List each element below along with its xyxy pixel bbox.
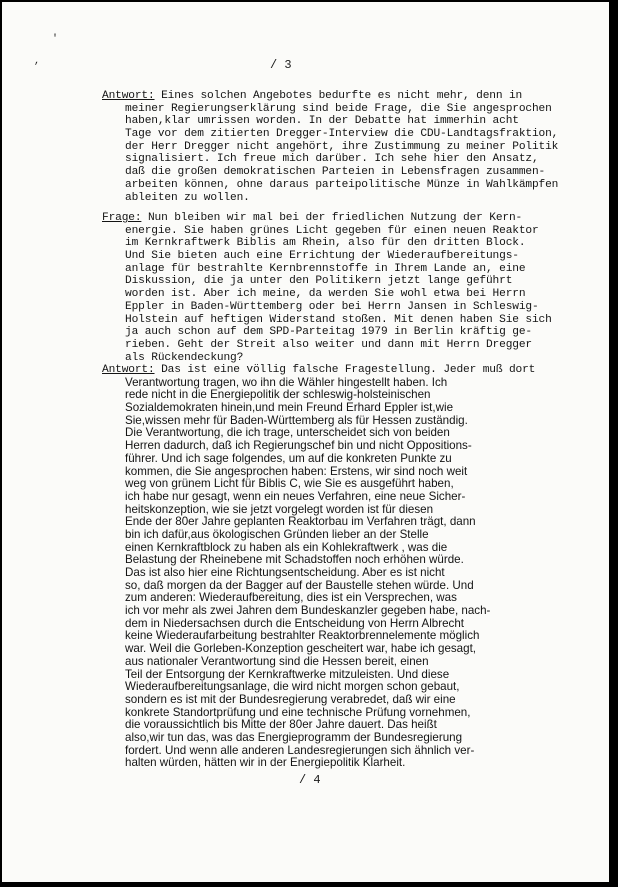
text-line: haben,klar umrissen worden. In der Debatte hat immerhin acht: [125, 115, 519, 128]
text-line: Ende der 80er Jahre geplanten Reaktorbau im Verfahren trägt, dann: [125, 515, 476, 529]
page-number-bottom: / 4: [299, 773, 321, 787]
text-line: Sie,wissen mehr für Baden-Württemberg als für Hessen zuständig.: [125, 413, 468, 427]
text-line: signalisiert. Ich freue mich darüber. Ich sehe hier den Ansatz,: [125, 153, 539, 166]
text-line: zum anderen: Wiederaufbereitung, dies ist ein Versprechen, was: [125, 591, 457, 605]
text-line: ich vor mehr als zwei Jahren dem Bundeskanzler gegeben habe, nach-: [125, 604, 491, 618]
text-line: fordert. Und wenn alle anderen Landesregierungen sich ähnlich ver-: [125, 743, 475, 757]
page-number-top: / 3: [270, 58, 292, 72]
text-line: führer. Und ich sage folgendes, um auf die konkreten Punkte zu: [125, 451, 452, 465]
text-line: Wiederaufbereitungsanlage, die wird nicht morgen schon gebaut,: [125, 680, 460, 694]
text-line: Diskussion, die ja unter den Politikern jetzt lange geführt: [125, 275, 513, 288]
text-line: keine Wiederaufarbeitung bestrahlter Reaktorbrennelemente möglich: [125, 629, 480, 643]
text-line: Tage vor dem zitierten Dregger-Interview die CDU-Landtagsfraktion,: [125, 128, 559, 141]
text-line: Die Verantwortung, die ich trage, unterscheidet sich von beiden: [125, 426, 450, 440]
answer-label: Antwort:: [102, 364, 155, 376]
section-first-text: Eines solchen Angebotes bedurfte es nicht mehr, denn in: [154, 90, 523, 102]
text-line: Eppler in Baden-Württemberg oder bei Herrn Jansen in Schleswig-: [125, 300, 539, 313]
text-line: Teil der Entsorgung der Kernkraftwerke mitzuleisten. Und diese: [125, 667, 450, 681]
text-line: Herren dadurch, daß ich Regierungschef bin und nicht Oppositions-: [125, 439, 472, 453]
text-line: konkrete Standortprüfung und eine technische Prüfung vornehmen,: [125, 705, 471, 719]
text-line: im Kernkraftwerk Biblis am Rhein, also für den dritten Block.: [125, 237, 526, 250]
text-line: Belastung der Rheinebene mit Schadstoffen noch erhöhen würde.: [125, 553, 464, 567]
text-line: Und Sie bieten auch eine Errichtung der Wiederaufbereitungs-: [125, 250, 519, 263]
text-line: Verantwortung tragen, wo ihn die Wähler hingestellt haben. Ich: [125, 375, 448, 389]
text-line: arbeiten können, ohne daraus parteipolitische Münze in Wahlkämpfen: [125, 178, 559, 191]
text-line: aus nationaler Verantwortung sind die Hessen bereit, einen: [125, 654, 429, 668]
text-line: ich habe nur gesagt, wenn ein neues Verfahren, eine neue Sicher-: [125, 489, 466, 503]
text-line: kommen, die Sie angesprochen haben: Erstens, wir sind noch weit: [125, 464, 468, 478]
question-label: Frage:: [102, 212, 142, 224]
text-line: also,wir tun das, was das Energieprogramm der Bundesregierung: [125, 730, 463, 744]
answer-label: Antwort:: [102, 90, 155, 102]
text-line: bin ich dafür,aus ökologischen Gründen lieber an der Stelle: [125, 527, 429, 541]
margin-mark-left: ,: [34, 56, 41, 67]
text-line: sondern es ist mit der Bundesregierung verabredet, daß wir eine: [125, 692, 456, 706]
text-line: Das ist also hier eine Richtungsentscheidung. Aber es ist nicht: [125, 566, 445, 579]
section-first-text: Nun bleiben wir mal bei der friedlichen Nutzung der Kern-: [141, 212, 523, 224]
text-line: worden ist. Aber ich meine, da werden Sie wohl etwa bei Herrn: [125, 288, 526, 301]
text-line: heitskonzeption, wie sie jetzt vorgelegt worden ist für diesen: [125, 502, 434, 516]
text-line: daß die großen demokratischen Parteien in Lebensfragen zusammen-: [125, 166, 546, 179]
text-line: der Herr Dregger nicht angehört, ihre Zustimmung zu meiner Politik: [125, 140, 559, 153]
section-first-line: [102, 90, 582, 103]
text-line: die voraussichtlich bis Mitte der 80er Jahre dauert. Das heißt: [125, 718, 437, 732]
section-first-line: [102, 212, 582, 225]
section-first-line: [102, 364, 582, 377]
text-line: rede nicht in die Energiepolitik der schleswig-holsteinischen: [125, 388, 431, 402]
text-line: weg von grünem Licht für Biblis C, wie Sie es ausgeführt haben,: [125, 477, 454, 491]
section-first-text: Das ist eine völlig falsche Fragestellung. Jeder muß dort: [154, 364, 536, 376]
text-line: ableiten zu wollen.: [125, 191, 250, 204]
document-page: [2, 2, 609, 882]
answer-section-1: [102, 90, 582, 204]
margin-mark-top: ': [52, 34, 59, 45]
text-line: energie. Sie haben grünes Licht gegeben für einen neuen Reaktor: [125, 224, 539, 237]
text-line: meiner Regierungserklärung sind beide Frage, die Sie angesprochen: [125, 102, 552, 115]
text-line: dem in Niedersachsen durch die Entscheidung von Herrn Albrecht: [125, 616, 464, 630]
text-line: war. Weil die Gorleben-Konzeption gescheitert war, habe ich gesagt,: [125, 642, 477, 656]
question-section: [102, 212, 582, 364]
text-line: so, daß morgen da der Bagger auf der Baustelle stehen würde. Und: [125, 578, 474, 592]
text-line: rieben. Geht der Streit also weiter und dann mit Herrn Dregger: [125, 338, 532, 351]
answer-section-2: [102, 364, 582, 770]
text-line: einen Kernkraftblock zu haben als ein Kohlekraftwerk , was die: [125, 540, 448, 554]
text-line: anlage für bestrahlte Kernbrennstoffe in Ihrem Lande an, eine: [125, 262, 526, 275]
text-line: als Rückendeckung?: [125, 351, 244, 364]
text-line: halten würden, hätten wir in der Energiepolitik Klarheit.: [125, 756, 406, 770]
text-line: Sozialdemokraten hinein,und mein Freund Erhard Eppler ist,wie: [125, 401, 454, 415]
text-line: Holstein auf heftigen Widerstand stoßen. Mit denen haben Sie sich: [125, 313, 552, 326]
text-line: ja auch schon auf dem SPD-Parteitag 1979 in Berlin kräftig ge-: [125, 326, 532, 339]
